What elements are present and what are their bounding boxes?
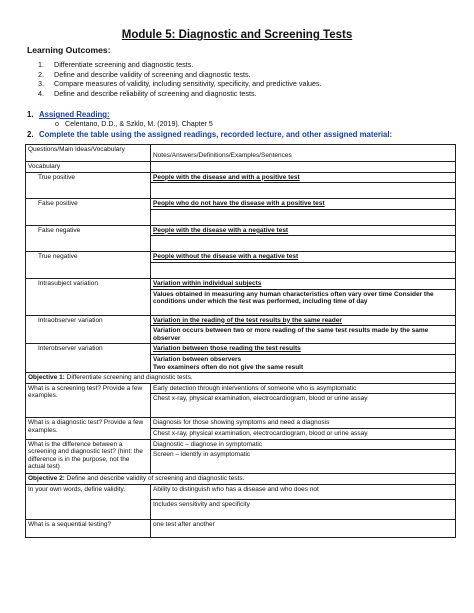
- section-assigned-reading: [27, 110, 110, 119]
- section-label: Assigned Reading:: [39, 110, 110, 119]
- section-complete-table: [27, 130, 392, 139]
- table-cell: True positive: [26, 172, 151, 199]
- table-row: [26, 199, 456, 210]
- notes-table: [25, 144, 456, 538]
- learning-outcomes-list: [38, 60, 322, 99]
- table-cell: [151, 209, 456, 225]
- objective-text: Define and describe validity of screening and diagnostic tests.: [66, 475, 245, 483]
- table-cell: [151, 183, 456, 199]
- table-cell: People with the disease and with a positive test: [151, 172, 456, 183]
- list-item: [38, 89, 322, 99]
- table-cell: People with the disease with a negative test: [151, 225, 456, 236]
- objective-label: Objective 1:: [28, 374, 65, 382]
- header-cell: Questions/Main Ideas/Vocabulary: [26, 145, 151, 162]
- table-cell: False positive: [26, 199, 151, 226]
- list-number: 1.: [38, 60, 44, 69]
- header-cell: Notes/Answers/Definitions/Examples/Sentences: [151, 145, 456, 162]
- table-row: [26, 145, 456, 162]
- list-text: Compare measures of validity, including sensitivity, specificity, and predictive values.: [54, 79, 322, 89]
- list-text: Define and describe validity of screening and diagnostic tests.: [54, 69, 251, 79]
- table-row: [26, 278, 456, 289]
- table-cell: In your own words, define validity.: [26, 484, 151, 519]
- table-cell: Interobserver variation: [26, 344, 151, 373]
- table-cell: [151, 236, 456, 252]
- table-cell: [151, 262, 456, 278]
- table-cell: Screen – identify in asymptomatic: [151, 450, 456, 474]
- table-cell: Vocabulary: [26, 162, 151, 173]
- list-number: 4.: [38, 89, 44, 99]
- table-cell: Variation between observers Two examiners often do not give the same result: [151, 354, 456, 372]
- citation: [55, 120, 213, 128]
- table-cell: What is a diagnostic test? Provide a few examples.: [26, 418, 151, 439]
- table-cell: Early detection through interventions of someone who is asymptomatic: [151, 383, 456, 394]
- table-cell: Variation between those reading the test results: [151, 344, 456, 355]
- objective-row: [26, 373, 456, 384]
- table-row: [26, 252, 456, 263]
- table-cell: What is a screening test? Provide a few examples.: [26, 383, 151, 418]
- table-row: [26, 484, 456, 499]
- table-cell: True negative: [26, 252, 151, 279]
- table-cell: Variation within individual subjects: [151, 278, 456, 289]
- list-item: [38, 60, 322, 70]
- section-label: Complete the table using the assigned readings, recorded lecture, and other assigned material:: [39, 130, 393, 139]
- table-row: [26, 172, 456, 183]
- table-cell: Ability to distinguish who has a disease and who does not: [151, 484, 456, 499]
- table-cell: Intraobserver variation: [26, 315, 151, 344]
- table-cell: People who do not have the disease with a positive test: [151, 199, 456, 210]
- table-cell: Chest x-ray, physical examination, electrocardiogram, blood or urine assay: [151, 428, 456, 439]
- table-row: [26, 519, 456, 537]
- table-row: [26, 315, 456, 326]
- table-cell: People without the disease with a negative test: [151, 252, 456, 263]
- table-cell: Intrasubject variation: [26, 278, 151, 315]
- table-cell: one test after another: [151, 519, 456, 537]
- objective-row: [26, 474, 456, 485]
- table-cell: Includes sensitivity and specificity: [151, 499, 456, 519]
- section-number: 1.: [27, 110, 34, 119]
- table-cell: What is the difference between a screening and diagnostic test? (hint: the difference is in the purpose, not the actual test): [26, 439, 151, 474]
- list-text: Differentiate screening and diagnostic tests.: [54, 60, 194, 69]
- list-item: [38, 79, 322, 89]
- table-cell: Diagnostic – diagnose in symptomatic: [151, 439, 456, 450]
- table-cell: Diagnosis for those showing symptoms and need a diagnosis: [151, 418, 456, 429]
- table-cell: What is a sequential testing?: [26, 519, 151, 537]
- list-item: [38, 70, 322, 80]
- learning-outcomes-heading: Learning Outcomes:: [27, 45, 111, 55]
- table-row: [26, 439, 456, 450]
- table-cell: Values obtained in measuring any human characteristics often vary over time Consider the conditions under which the test was performed, including time of day: [151, 289, 456, 315]
- table-cell: False negative: [26, 225, 151, 252]
- table-row: [26, 373, 456, 384]
- bullet-icon: o: [55, 120, 59, 128]
- table-row: [26, 344, 456, 355]
- table-cell: Variation occurs between two or more reading of the same test results made by the same observer: [151, 326, 456, 344]
- table-row: [26, 225, 456, 236]
- table-row: [26, 162, 456, 173]
- table-cell: [151, 162, 456, 173]
- table-cell: Variation in the reading of the test results by the same reader: [151, 315, 456, 326]
- table-row: [26, 418, 456, 429]
- section-number: 2.: [27, 130, 34, 139]
- table-cell: Chest x-ray, physical examination, electrocardiogram, blood or urine assay: [151, 394, 456, 418]
- citation-text: Celentano, D.D., & Szklo, M. (2019). Chapter 5: [65, 120, 213, 128]
- table-row: [26, 383, 456, 394]
- list-number: 3.: [38, 79, 44, 89]
- list-text: Define and describe reliability of screening and diagnostic tests.: [54, 89, 257, 99]
- page-title: Module 5: Diagnostic and Screening Tests: [121, 29, 353, 41]
- objective-text: Differentiate screening and diagnostic tests.: [66, 374, 193, 382]
- list-number: 2.: [38, 69, 44, 79]
- objective-label: Objective 2:: [28, 475, 65, 483]
- table-row: [26, 474, 456, 485]
